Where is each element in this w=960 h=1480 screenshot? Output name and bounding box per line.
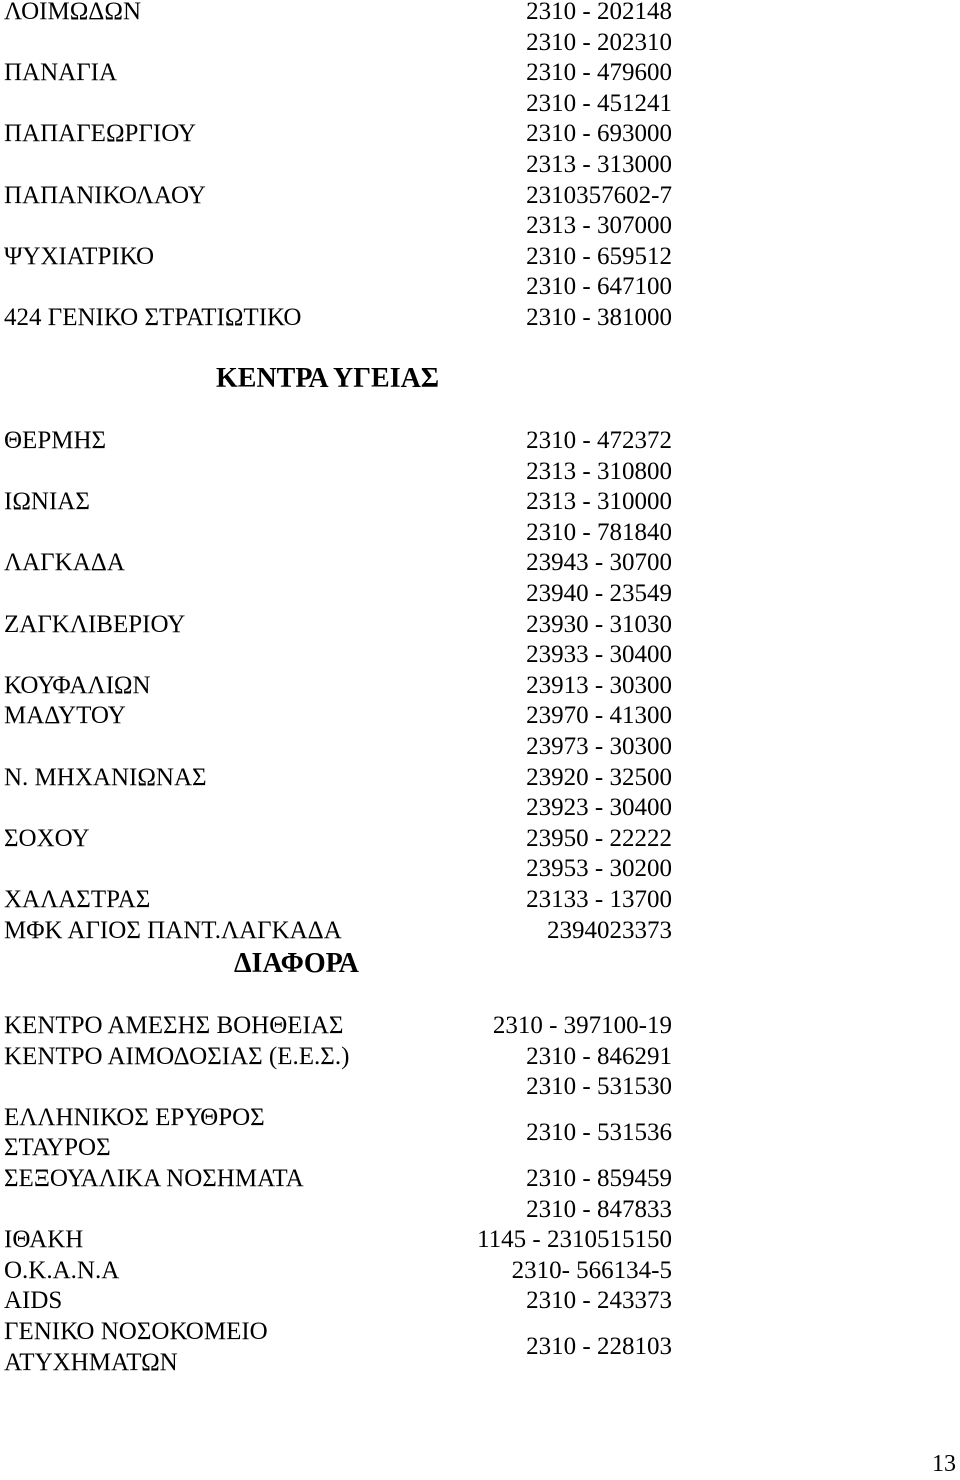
- list-item: [4, 272, 672, 303]
- entry-phone: 23943 - 30700: [526, 549, 672, 577]
- list-item: [4, 457, 672, 488]
- entry-phone: 2313 - 313000: [526, 150, 672, 178]
- entry-name: ΚΕΝΤΡΟ ΑΜΕΣΗΣ ΒΟΗΘΕΙΑΣ: [4, 1012, 344, 1039]
- list-item: [4, 671, 672, 702]
- entry-name: ΣΕΞΟΥΑΛΙΚΑ ΝΟΣΗΜΑΤΑ: [4, 1164, 304, 1192]
- entry-phone: 2310 - 859459: [526, 1164, 672, 1192]
- entry-name: Ο.Κ.Α.Ν.Α: [4, 1256, 120, 1284]
- list-item: [4, 1225, 672, 1256]
- list-item: [4, 793, 672, 824]
- entry-phone: 23973 - 30300: [526, 732, 672, 760]
- entry-phone: 2310 - 659512: [526, 242, 672, 270]
- entry-name: ΓΕΝΙΚΟ ΝΟΣΟΚΟΜΕΙΟ ΑΤΥΧΗΜΑΤΩΝ: [4, 1317, 268, 1376]
- list-item: [4, 579, 672, 610]
- entry-phone: 2310 - 472372: [526, 427, 672, 454]
- entry-phone: 2310 - 397100-19: [492, 1012, 672, 1039]
- entry-name: ΙΩΝΙΑΣ: [4, 488, 90, 516]
- entry-phone: 23940 - 23549: [526, 579, 672, 607]
- list-item: [4, 1195, 672, 1226]
- entry-name: ΠΑΝΑΓΙΑ: [4, 59, 118, 87]
- entry-phone: 2310 - 243373: [526, 1287, 672, 1315]
- entry-phone: 2313 - 307000: [526, 212, 672, 240]
- entry-phone: 2310 - 847833: [526, 1195, 672, 1223]
- entry-name: ΜΑΔΥΤΟΥ: [4, 702, 126, 730]
- list-item: [4, 732, 672, 763]
- entry-name: ΖΑΓΚΛΙΒΕΡΙΟΥ: [4, 610, 186, 638]
- list-item: [4, 150, 672, 181]
- entry-phone: 23933 - 30400: [526, 641, 672, 669]
- entry-name: AIDS: [4, 1287, 63, 1315]
- list-item: [4, 1317, 672, 1378]
- list-item: [4, 0, 672, 28]
- entry-name: ΧΑΛΑΣΤΡΑΣ: [4, 885, 151, 913]
- entry-phone: 23913 - 30300: [526, 671, 672, 699]
- list-item: [4, 487, 672, 518]
- list-item: [4, 181, 672, 212]
- entry-phone: 2310 - 846291: [526, 1042, 672, 1070]
- hospitals-list: [4, 0, 672, 334]
- entry-phone: 2310 - 202310: [526, 28, 672, 56]
- list-item: [4, 1286, 672, 1317]
- list-item: [4, 518, 672, 549]
- list-item: [4, 763, 672, 794]
- list-item: [4, 548, 672, 579]
- entry-name: ΚΟΥΦΑΛΙΩΝ: [4, 671, 151, 699]
- entry-phone: 2310 - 381000: [526, 303, 672, 331]
- entry-phone: 2310 - 531536: [526, 1119, 672, 1147]
- entry-phone: 2313 - 310800: [526, 457, 672, 485]
- entry-phone: 2310 - 531530: [526, 1073, 672, 1101]
- list-item: [4, 854, 672, 885]
- entry-name: ΛΑΓΚΑΔΑ: [4, 549, 125, 577]
- list-item: [4, 824, 672, 855]
- entry-name: ΙΘΑΚΗ: [4, 1226, 84, 1254]
- entry-phone: 2310 - 451241: [526, 89, 672, 117]
- entry-phone: 2310357602-7: [526, 181, 672, 209]
- list-item: [4, 1256, 672, 1287]
- entry-phone: 23950 - 22222: [526, 824, 672, 852]
- entry-phone: 2313 - 310000: [526, 488, 672, 516]
- list-item: [4, 242, 672, 273]
- list-item: [4, 885, 672, 916]
- entry-phone: 23953 - 30200: [526, 855, 672, 883]
- section-heading-health-centers: ΚΕΝΤΡΑ ΥΓΕΙΑΣ: [216, 363, 440, 394]
- entry-phone: 2310 - 202148: [526, 0, 672, 25]
- list-item: [4, 119, 672, 150]
- entry-name: ΚΕΝΤΡΟ ΑΙΜΟΔΟΣΙΑΣ (Ε.Ε.Σ.): [4, 1042, 350, 1070]
- entry-name: ΠΑΠΑΝΙΚΟΛΑΟΥ: [4, 181, 206, 209]
- list-item: [4, 1103, 672, 1164]
- health-centers-list: [4, 426, 672, 946]
- entry-phone: 2310 - 228103: [526, 1333, 672, 1361]
- page-number: 13: [932, 1451, 956, 1477]
- entry-phone: 2394023373: [547, 916, 672, 944]
- misc-list: [4, 1011, 672, 1378]
- list-item: [4, 1164, 672, 1195]
- entry-name: ΛΟΙΜΩΔΩΝ: [4, 0, 141, 25]
- list-item: [4, 640, 672, 671]
- entry-name: ΕΛΛΗΝΙΚΟΣ ΕΡΥΘΡΟΣ ΣΤΑΥΡΟΣ: [4, 1103, 265, 1162]
- section-heading-misc: ΔΙΑΦΟΡΑ: [234, 948, 359, 979]
- entry-name: ΜΦΚ ΑΓΙΟΣ ΠΑΝΤ.ΛΑΓΚΑΔΑ: [4, 916, 342, 944]
- entry-phone: 2310 - 781840: [526, 518, 672, 546]
- list-item: [4, 58, 672, 89]
- entry-phone: 23920 - 32500: [526, 763, 672, 791]
- entry-phone: 1145 - 2310515150: [477, 1226, 672, 1254]
- entry-name: 424 ΓΕΝΙΚΟ ΣΤΡΑΤΙΩΤΙΚΟ: [4, 303, 302, 331]
- list-item: [4, 916, 672, 947]
- entry-phone: 2310 - 693000: [526, 120, 672, 148]
- list-item: [4, 89, 672, 120]
- list-item: [4, 211, 672, 242]
- list-item: [4, 28, 672, 59]
- entry-phone: 2310 - 479600: [526, 59, 672, 87]
- entry-name: ΘΕΡΜΗΣ: [4, 427, 107, 454]
- entry-name: Ν. ΜΗΧΑΝΙΩΝΑΣ: [4, 763, 207, 791]
- list-item: [4, 1072, 672, 1103]
- list-item: [4, 1011, 672, 1042]
- list-item: [4, 701, 672, 732]
- entry-phone: 2310 - 647100: [526, 273, 672, 301]
- list-item: [4, 1042, 672, 1073]
- entry-phone: 23970 - 41300: [526, 702, 672, 730]
- entry-name: ΨΥΧΙΑΤΡΙΚΟ: [4, 242, 155, 270]
- entry-phone: 2310- 566134-5: [511, 1256, 672, 1284]
- entry-name: ΠΑΠΑΓΕΩΡΓΙΟΥ: [4, 120, 197, 148]
- entry-phone: 23923 - 30400: [526, 794, 672, 822]
- entry-phone: 23133 - 13700: [526, 885, 672, 913]
- list-item: [4, 426, 672, 457]
- entry-name: ΣΟΧΟΥ: [4, 824, 90, 852]
- entry-phone: 23930 - 31030: [526, 610, 672, 638]
- list-item: [4, 303, 672, 334]
- list-item: [4, 610, 672, 641]
